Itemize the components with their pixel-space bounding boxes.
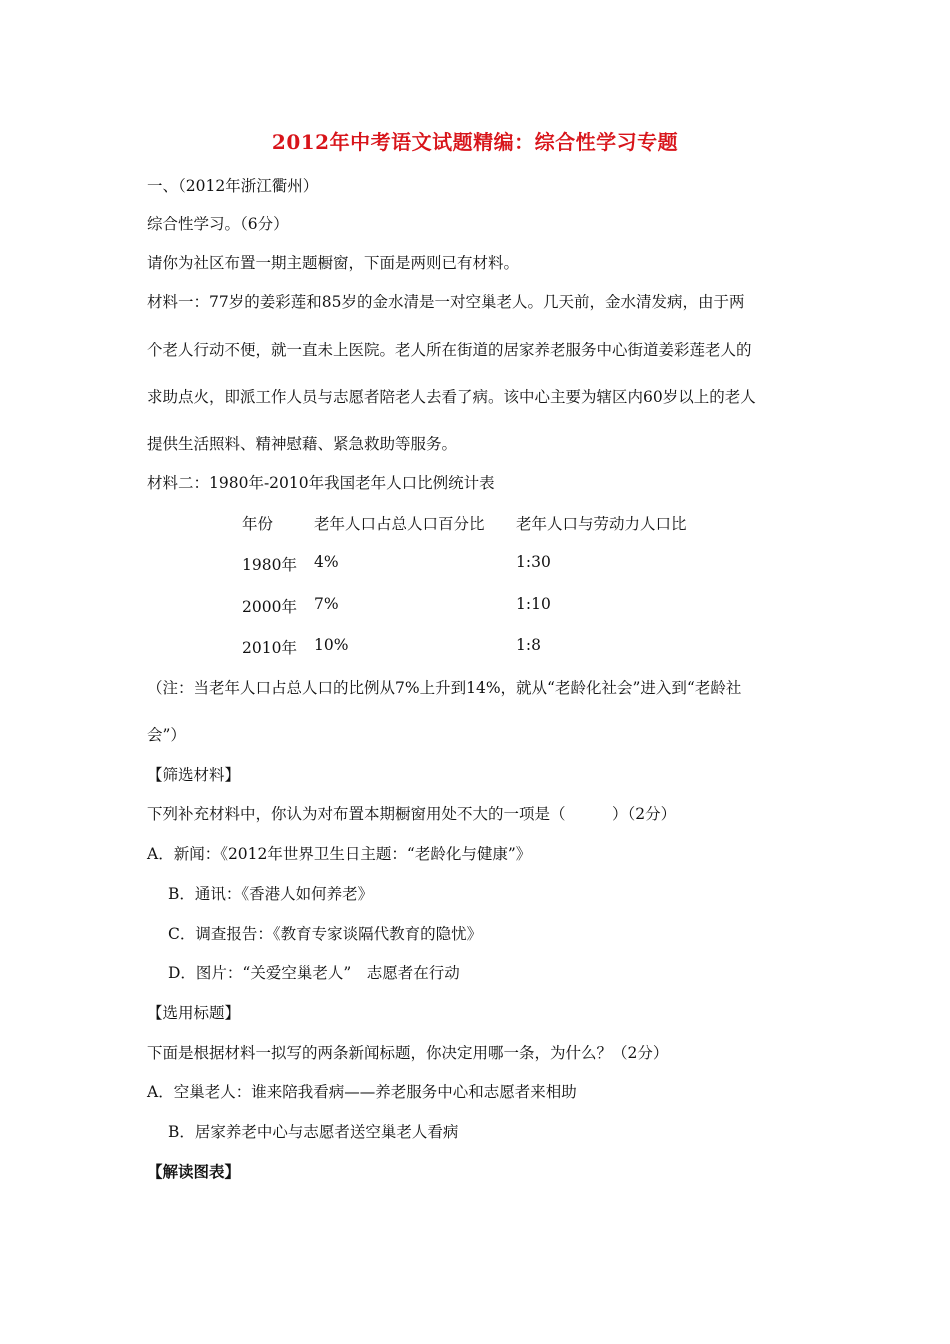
table-cell: 4%: [314, 553, 339, 571]
part1-heading: 【筛选材料】: [147, 766, 241, 784]
part1-option: C．调查报告：《教育专家谈隔代教育的隐忧》: [168, 925, 483, 943]
table-row: [242, 636, 762, 656]
table-cell: 1980年: [242, 556, 297, 574]
material2-caption: 材料二：1980年-2010年我国老年人口比例统计表: [147, 474, 495, 492]
part2-option: B．居家养老中心与志愿者送空巢老人看病: [168, 1123, 459, 1141]
part1-question: 下列补充材料中，你认为对布置本期橱窗用处不大的一项是（ ）（2分）: [147, 805, 677, 823]
table-cell: 2010年: [242, 639, 297, 657]
table-cell: 1:30: [516, 553, 551, 571]
table-cell: 2000年: [242, 598, 297, 616]
intro-line: 请你为社区布置一期主题橱窗，下面是两则已有材料。: [147, 254, 520, 272]
table-header-cell: 年份: [242, 515, 274, 533]
part1-option: B．通讯：《香港人如何养老》: [168, 885, 374, 903]
note-line: 会”）: [147, 726, 186, 744]
section-heading: 一、（2012年浙江衢州）: [147, 177, 319, 195]
document-title: 2012年中考语文试题精编：综合性学习专题: [271, 130, 679, 154]
table-row: [242, 553, 762, 573]
material1-line: 材料一：77岁的姜彩莲和85岁的金水清是一对空巢老人。几天前，金水清发病，由于两: [147, 293, 745, 311]
table-cell: 10%: [314, 636, 349, 654]
table-header-cell: 老年人口与劳动力人口比: [516, 515, 687, 533]
table-header-cell: 老年人口占总人口百分比: [314, 515, 485, 533]
material1-line: 求助点火，即派工作人员与志愿者陪老人去看了病。该中心主要为辖区内60岁以上的老人: [147, 388, 756, 406]
part1-option: A．新闻：《2012年世界卫生日主题：“老龄化与健康”》: [147, 845, 532, 863]
table-row: [242, 595, 762, 615]
part3-heading: 【解读图表】: [147, 1162, 241, 1181]
table-cell: 1:10: [516, 595, 551, 613]
material1-line: 提供生活照料、精神慰藉、紧急救助等服务。: [147, 435, 458, 453]
part1-option: D．图片：“关爱空巢老人” 志愿者在行动: [168, 964, 460, 982]
part2-option: A．空巢老人：谁来陪我看病——养老服务中心和志愿者来相助: [147, 1083, 577, 1101]
table-cell: 1:8: [516, 636, 541, 654]
note-line: （注：当老年人口占总人口的比例从7%上升到14%，就从“老龄化社会”进入到“老龄社: [147, 679, 742, 697]
table-cell: 7%: [314, 595, 339, 613]
table-header-row: [242, 512, 762, 532]
part2-heading: 【选用标题】: [147, 1004, 241, 1022]
task-line: 综合性学习。（6分）: [147, 215, 289, 233]
part2-question: 下面是根据材料一拟写的两条新闻标题，你决定用哪一条，为什么？（2分）: [147, 1044, 669, 1062]
material1-line: 个老人行动不便，就一直未上医院。老人所在街道的居家养老服务中心街道姜彩莲老人的: [147, 341, 752, 359]
